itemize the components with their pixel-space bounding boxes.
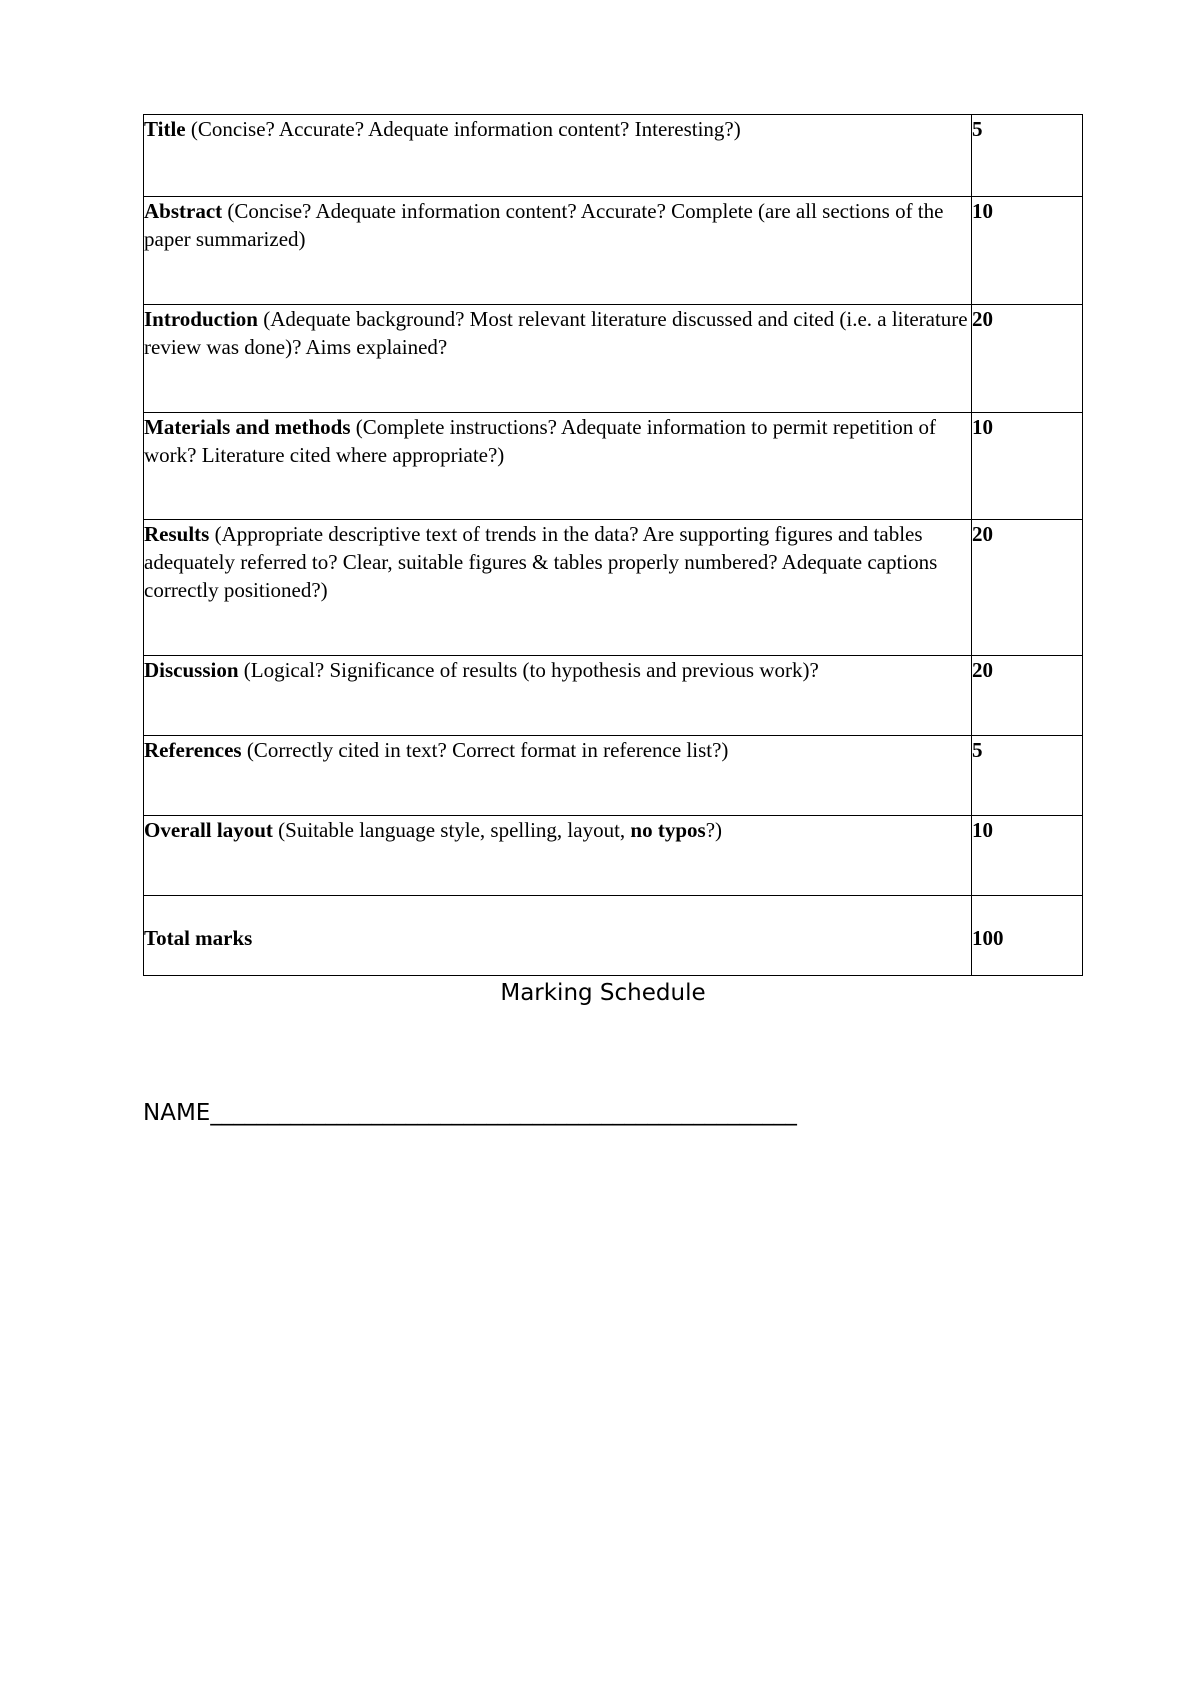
- marks-cell: 20: [972, 656, 1083, 736]
- marks-cell: 20: [972, 305, 1083, 413]
- criterion-description: (Suitable language style, spelling, layout,: [272, 818, 631, 842]
- table-row: [144, 115, 1083, 197]
- criterion-title: Discussion: [144, 658, 239, 682]
- table-row: [144, 305, 1083, 413]
- criterion-cell: [144, 305, 972, 413]
- total-label-cell: [144, 896, 972, 976]
- criterion-title: Results: [144, 522, 210, 546]
- criterion-emphasis: no typos: [630, 818, 706, 842]
- criterion-title: Materials and methods: [144, 415, 351, 439]
- criterion-description: (Concise? Accurate? Adequate information content? Interesting?): [185, 117, 741, 141]
- criterion-description: (Complete instructions? Adequate information to permit repetition of work? Literature cited where appropriate?): [144, 415, 937, 467]
- table-row: [144, 816, 1083, 896]
- table-row: [144, 197, 1083, 305]
- criterion-description: (Concise? Adequate information content? Accurate? Complete (are all sections of the paper summarized): [144, 199, 944, 251]
- marks-cell: 10: [972, 197, 1083, 305]
- criterion-cell: [144, 413, 972, 520]
- criterion-cell: [144, 520, 972, 656]
- marks-cell: 5: [972, 736, 1083, 816]
- criterion-title: Introduction: [144, 307, 258, 331]
- criterion-cell: [144, 656, 972, 736]
- table-row: [144, 656, 1083, 736]
- criterion-cell: [144, 816, 972, 896]
- criterion-title: References: [144, 738, 242, 762]
- criterion-title: Title: [144, 117, 186, 141]
- table-row: [144, 413, 1083, 520]
- criterion-description: (Logical? Significance of results (to hypothesis and previous work)?: [238, 658, 819, 682]
- total-row: [144, 896, 1083, 976]
- total-label: Total marks: [144, 926, 253, 950]
- criterion-cell: [144, 197, 972, 305]
- criterion-description: (Appropriate descriptive text of trends in the data? Are supporting figures and tables adequately referred to? Clear, suitable figures & tables properly numbered? Adequate captions correctly positioned?): [144, 522, 938, 602]
- criterion-title: Overall layout: [144, 818, 273, 842]
- name-field[interactable]: NAME___________________________________________________: [143, 1100, 797, 1126]
- table-caption: Marking Schedule: [500, 980, 706, 1006]
- marks-cell: 5: [972, 115, 1083, 197]
- criterion-description: (Adequate background? Most relevant literature discussed and cited (i.e. a literature review was done)? Aims explained?: [144, 307, 968, 359]
- marking-schedule-table: [143, 114, 1083, 976]
- criterion-cell: [144, 736, 972, 816]
- total-value-cell: 100: [972, 896, 1083, 976]
- marks-cell: 10: [972, 413, 1083, 520]
- marks-cell: 20: [972, 520, 1083, 656]
- criterion-title: Abstract: [144, 199, 223, 223]
- criterion-description: (Correctly cited in text? Correct format in reference list?): [241, 738, 729, 762]
- marks-cell: 10: [972, 816, 1083, 896]
- table-row: [144, 520, 1083, 656]
- criterion-cell: [144, 115, 972, 197]
- criterion-description-end: ?): [705, 818, 723, 842]
- table-row: [144, 736, 1083, 816]
